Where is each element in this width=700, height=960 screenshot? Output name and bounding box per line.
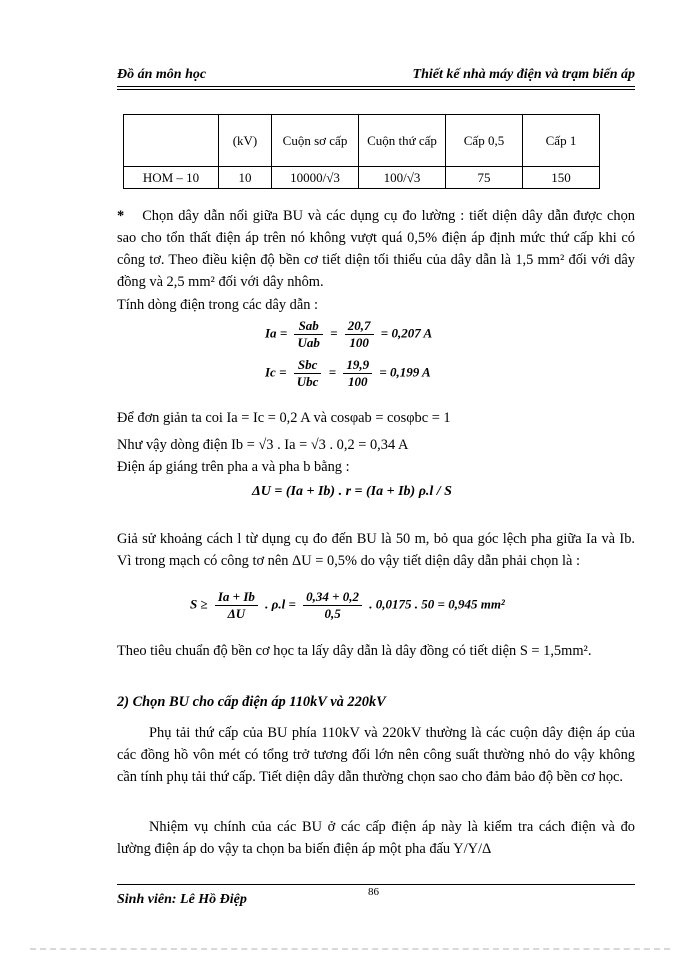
table-cell: 10000/√3 [272, 167, 359, 189]
fraction-denominator: ΔU [227, 606, 246, 621]
table-cell: 75 [446, 167, 523, 189]
paragraph-distance: Giả sử khoảng cách l từ dụng cụ đo đến BU là 50 m, bỏ qua góc lệch pha giữa Ia và Ib. Vì trong mạch có công tơ nên ΔU = 0,5% do vậy tiết diện dây dẫn phải chọn là : [117, 531, 635, 569]
table-header-cell: Cấp 0,5 [446, 115, 523, 167]
voltage-drop-equation: ΔU = (Ia + Ib) . r = (Ia + Ib) ρ.l / S [252, 484, 452, 499]
table-cell: 100/√3 [359, 167, 446, 189]
spec-table [123, 114, 600, 189]
ib-line: Như vậy dòng điện Ib = √3 . Ia = √3 . 0,2 = 0,34 A [117, 437, 409, 453]
fraction-numerator: 19,9 [343, 357, 372, 374]
eq-equals: = [279, 364, 290, 380]
table-header-cell [124, 115, 219, 167]
paragraph-standard: Theo tiêu chuẩn độ bền cơ học ta lấy dây dẫn là dây đồng có tiết diện S = 1,5mm². [117, 643, 592, 659]
table-cell: HOM – 10 [124, 167, 219, 189]
fraction-denominator: Ubc [296, 374, 319, 389]
table-cell: 150 [523, 167, 600, 189]
fraction-denominator: 0,5 [324, 606, 341, 621]
eq-equals: = [279, 325, 291, 341]
bullet-marker: * [117, 208, 125, 224]
fraction-denominator: 100 [349, 335, 369, 350]
paragraph-secondary-load: Phụ tải thứ cấp của BU phía 110kV và 220kV thường là các cuộn dây điện áp của các đồng hồ vôn mét có tổng trở tương đối lớn nên công suất thường nhỏ do vậy không cần tính phụ tải thứ cấp. Tiết diện dây dẫn thường chọn sao cho đảm bảo độ bền cơ học. [117, 725, 635, 785]
header-right: Thiết kế nhà máy điện và trạm biến áp [412, 67, 635, 82]
paragraph-text: Chọn dây dẫn nối giữa BU và các dụng cụ đo lường : tiết diện dây dẫn được chọn sao cho tổn thất điện áp trên nó không vượt quá 0,5% điện áp định mức thứ cấp khi có công tơ. Theo điều kiện độ bền cơ tiết diện tối thiểu của dây dẫn là 1,5 mm² đối với dây đồng và 2,5 mm² đối với dây nhôm. [117, 208, 635, 290]
fraction [345, 318, 374, 351]
table-cell: 10 [219, 167, 272, 189]
table-header-row [124, 115, 600, 167]
header-rule-bottom [117, 89, 635, 90]
page-number: 86 [368, 886, 379, 898]
paragraph-wire-selection [117, 205, 635, 293]
fraction-numerator: 0,34 + 0,2 [303, 589, 362, 606]
footer-rule [117, 884, 635, 885]
eq-result: = 0,199 A [379, 364, 431, 380]
eq-tail: . 0,0175 . 50 = 0,945 mm² [369, 596, 505, 612]
fraction-denominator: 100 [347, 374, 368, 389]
fraction [303, 589, 362, 622]
fraction [215, 589, 258, 622]
fraction [294, 318, 322, 351]
header-rule-top [117, 86, 635, 87]
fraction-numerator: Sab [294, 318, 322, 335]
simplify-line: Để đơn giản ta coi Ia = Ic = 0,2 A và cosφab = cosφbc = 1 [117, 410, 451, 426]
eq-lhs: Ia [265, 325, 277, 341]
table-header-cell: Cấp 1 [523, 115, 600, 167]
header-left: Đồ án môn học [117, 67, 207, 82]
eq-lhs: S ≥ [190, 596, 208, 612]
fraction [294, 357, 322, 390]
bottom-dotted-line [30, 948, 670, 951]
drop-intro: Điện áp giáng trên pha a và pha b bằng : [117, 459, 350, 475]
eq-mid: . ρ.l = [265, 596, 296, 612]
table-header-cell: Cuộn thứ cấp [359, 115, 446, 167]
table-header-cell: (kV) [219, 115, 272, 167]
fraction-numerator: Sbc [294, 357, 322, 374]
table-row [124, 167, 600, 189]
eq-result: = 0,207 A [380, 325, 433, 341]
equation-ia [265, 318, 432, 351]
eq-equals: = [328, 364, 340, 380]
current-intro: Tính dòng điện trong các dây dẫn : [117, 297, 319, 313]
equation-ic [265, 357, 431, 390]
paragraph-task: Nhiệm vụ chính của các BU ở các cấp điện áp này là kiểm tra cách điện và đo lường điện áp do vậy ta chọn ba biến điện áp một pha đấu Y/Y/Δ [117, 819, 635, 857]
fraction [343, 357, 372, 390]
eq-equals: = [330, 325, 341, 341]
fraction-numerator: 20,7 [345, 318, 374, 335]
table-header-cell: Cuộn sơ cấp [272, 115, 359, 167]
eq-lhs: Ic [265, 364, 276, 380]
footer-author: Sinh viên: Lê Hồ Điệp [117, 892, 247, 907]
fraction-denominator: Uab [297, 335, 320, 350]
section-equation [190, 589, 505, 622]
fraction-numerator: Ia + Ib [215, 589, 258, 606]
section-heading: 2) Chọn BU cho cấp điện áp 110kV và 220kV [117, 694, 386, 710]
